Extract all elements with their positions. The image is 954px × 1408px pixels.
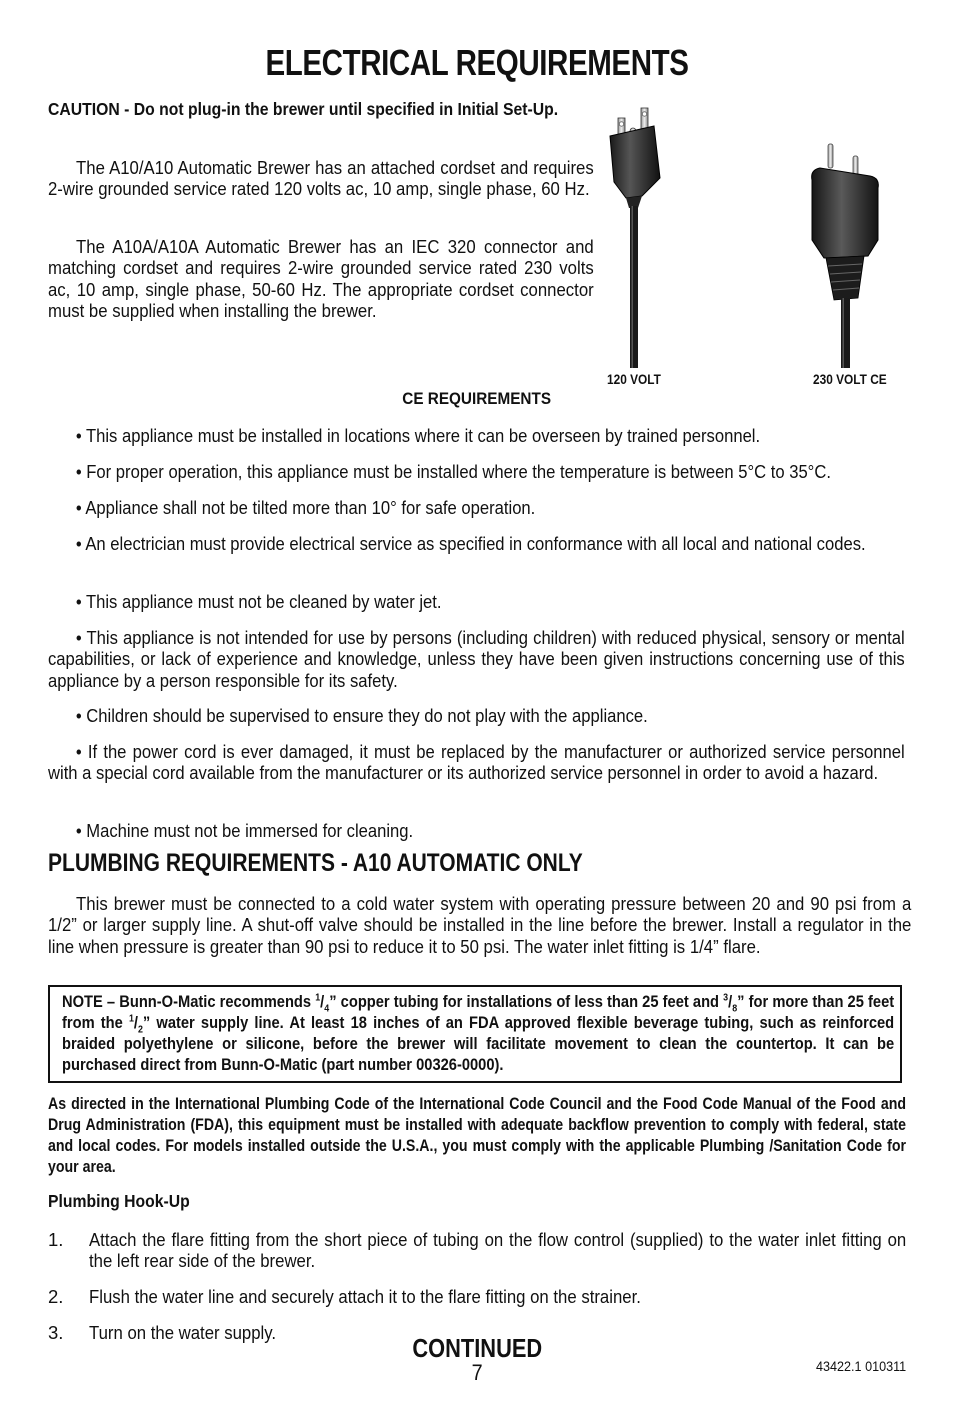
ce-item: • An electrician must provide electrical service as specified in conformance with all local and national codes. [75,533,866,554]
a10a-electrical-text: The A10A/A10A Automatic Brewer has an IEC 320 connector and matching cordset and requires 2-wire grounded service rated 230 volts ac, 10 amp, single phase, 50-60 Hz. The appropriate cordset connector must be supplied when installing the brewer. [48,236,594,321]
step-number: 1. [48,1229,64,1250]
ce-requirements-heading: CE REQUIREMENTS [402,389,552,408]
ce-item: • Machine must not be immersed for cleaning. [75,820,414,841]
ce-item: • Appliance shall not be tilted more than 10° for safe operation. [75,497,536,518]
step-text: Turn on the water supply. [89,1322,277,1343]
ce-item: • This appliance must not be cleaned by water jet. [75,591,442,612]
a10-electrical-text: The A10/A10 Automatic Brewer has an attached cordset and requires 2-wire grounded service rated 120 volts ac, 10 amp, single phase, 60 Hz. [48,157,594,200]
plug-120v-illustration [596,100,676,370]
step-number: 3. [48,1322,64,1343]
step-number: 2. [48,1286,64,1307]
plug-230v-label: 230 VOLT CE [813,372,887,387]
ce-item: • This appliance is not intended for use by persons (including children) with reduced physical, sensory or mental capabilities, or lack of experience and knowledge, unless they have been given instructions concerning use of this appliance by a person responsible for its safety. [48,627,905,691]
plumbing-hookup-heading: Plumbing Hook-Up [48,1191,190,1211]
step-text: Attach the flare fitting from the short piece of tubing on the flow control (supplied) to the water inlet fitting on the left rear side of the brewer. [89,1229,907,1272]
plug-120v-label: 120 VOLT [607,372,661,387]
page-title: ELECTRICAL REQUIREMENTS [265,42,689,83]
tubing-note: NOTE – Bunn-O-Matic recommends $^1/_4$” copper tubing for installations of less than 25 feet and $^3/_8$” for more than 25 feet from the $^1/_2$” water supply line. At least 18 inches of an FDA approved flexible beverage tubing, such as reinforced braided polyethylene or silicone, before the brewer will facilitate movement to clean the countertop. It can be purchased direct from Bunn-O-Matic (part number 00326-0000). [62,992,895,1074]
step-text: Flush the water line and securely attach it to the flare fitting on the strainer. [89,1286,641,1307]
ce-item: • This appliance must be installed in locations where it can be overseen by trained personnel. [75,425,761,446]
plug-230v-ce-illustration [800,140,890,370]
caution-notice: CAUTION - Do not plug-in the brewer until specified in Initial Set-Up. [48,99,559,119]
ce-item: • For proper operation, this appliance must be installed where the temperature is between 5°C to 35°C. [75,461,831,482]
continued-label: CONTINUED [412,1333,542,1363]
document-code: 43422.1 010311 [815,1358,906,1374]
plumbing-code-notice: As directed in the International Plumbing Code of the International Code Council and the Food Code Manual of the Food and Drug Administration (FDA), this equipment must be installed with adequate backflow prevention to comply with federal, state and local codes. For models installed outside the U.S.A., you must comply with the applicable Plumbing /Sanitation Code for your area. [48,1095,906,1176]
ce-item: • If the power cord is ever damaged, it must be replaced by the manufacturer or authorized service personnel with a special cord available from the manufacturer or its authorized service personnel in order to avoid a hazard. [48,741,905,784]
plumbing-intro: This brewer must be connected to a cold water system with operating pressure between 20 and 90 psi from a 1/2” or larger supply line. A shut-off valve should be installed in the line before the brewer. Install a regulator in the line when pressure is greater than 90 psi to reduce it to 50 psi. The water inlet fitting is 1/4” flare. [48,893,912,957]
page-number: 7 [471,1360,483,1385]
plumbing-heading: PLUMBING REQUIREMENTS - A10 AUTOMATIC ONLY [48,849,583,877]
ce-item: • Children should be supervised to ensure they do not play with the appliance. [75,705,648,726]
